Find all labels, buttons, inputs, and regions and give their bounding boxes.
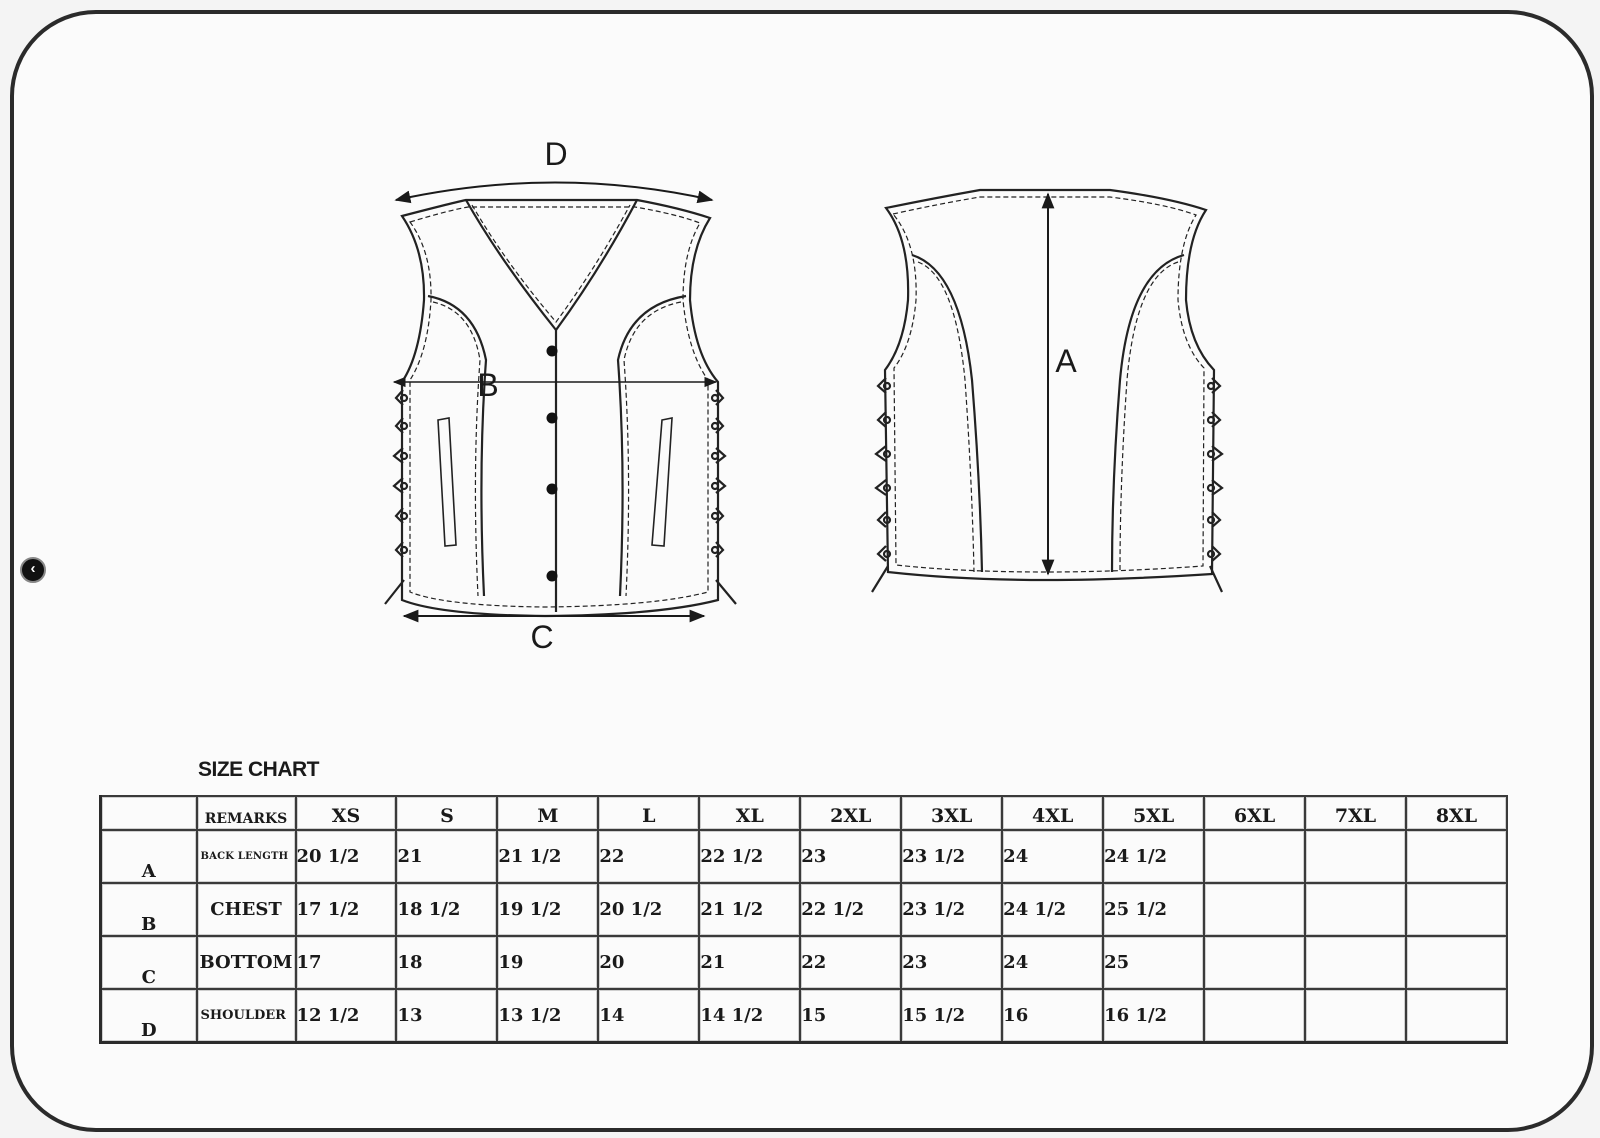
table-cell xyxy=(1305,936,1406,989)
table-cell: 16 1/2 xyxy=(1103,989,1204,1043)
table-cell: 21 1/2 xyxy=(699,883,800,936)
row-letter: B xyxy=(101,883,197,936)
table-cell: 19 1/2 xyxy=(497,883,598,936)
table-cell: 22 xyxy=(598,830,699,883)
table-cell xyxy=(1305,883,1406,936)
table-cell: 22 1/2 xyxy=(699,830,800,883)
size-chart-title: SIZE CHART xyxy=(198,758,319,781)
table-cell: 23 xyxy=(800,830,901,883)
table-cell: 14 xyxy=(598,989,699,1043)
table-cell: 22 1/2 xyxy=(800,883,901,936)
table-cell xyxy=(1406,883,1507,936)
dimension-c-label: C xyxy=(530,619,554,655)
table-cell: 21 xyxy=(699,936,800,989)
table-cell xyxy=(1204,936,1305,989)
size-header: S xyxy=(396,796,497,830)
row-letter: C xyxy=(101,936,197,989)
table-cell: 18 1/2 xyxy=(396,883,497,936)
size-header: 5XL xyxy=(1103,796,1204,830)
table-cell: 22 xyxy=(800,936,901,989)
table-cell: 17 xyxy=(296,936,397,989)
size-header: L xyxy=(598,796,699,830)
table-cell: 24 xyxy=(1002,830,1103,883)
table-cell: 25 1/2 xyxy=(1103,883,1204,936)
row-letter: D xyxy=(101,989,197,1043)
size-header: XL xyxy=(699,796,800,830)
table-cell: 16 xyxy=(1002,989,1103,1043)
table-cell: 25 xyxy=(1103,936,1204,989)
table-cell: 20 1/2 xyxy=(598,883,699,936)
dimension-d-arrow xyxy=(396,183,712,201)
row-remark: BOTTOM xyxy=(197,936,296,989)
size-header-row xyxy=(101,796,1508,830)
table-cell: 19 xyxy=(497,936,598,989)
table-cell xyxy=(1204,989,1305,1043)
table-cell: 24 1/2 xyxy=(1002,883,1103,936)
table-row xyxy=(101,830,1508,883)
table-cell: 14 1/2 xyxy=(699,989,800,1043)
vest-front-drawing xyxy=(385,200,736,616)
size-header: 8XL xyxy=(1406,796,1507,830)
table-cell xyxy=(1204,830,1305,883)
dimension-b-label: B xyxy=(477,367,499,403)
table-cell xyxy=(1305,830,1406,883)
row-remark: BACK LENGTH xyxy=(197,830,296,883)
size-header: 4XL xyxy=(1002,796,1103,830)
table-cell xyxy=(1204,883,1305,936)
table-cell xyxy=(1406,936,1507,989)
table-cell: 21 xyxy=(396,830,497,883)
dimension-d-label: D xyxy=(544,136,568,172)
table-cell: 24 1/2 xyxy=(1103,830,1204,883)
table-cell xyxy=(1406,830,1507,883)
table-cell: 21 1/2 xyxy=(497,830,598,883)
table-cell: 24 xyxy=(1002,936,1103,989)
size-header: 7XL xyxy=(1305,796,1406,830)
table-row xyxy=(101,989,1508,1043)
size-header: 6XL xyxy=(1204,796,1305,830)
table-cell: 13 1/2 xyxy=(497,989,598,1043)
row-remark: SHOULDER xyxy=(197,989,296,1043)
table-cell: 15 1/2 xyxy=(901,989,1002,1043)
size-header: M xyxy=(497,796,598,830)
table-cell xyxy=(1406,989,1507,1043)
size-header: 2XL xyxy=(800,796,901,830)
remarks-header: REMARKS xyxy=(197,796,296,830)
table-cell: 23 1/2 xyxy=(901,830,1002,883)
table-cell xyxy=(1305,989,1406,1043)
size-chart-table xyxy=(99,795,1508,1044)
dimension-a-label: A xyxy=(1055,343,1077,379)
table-cell: 23 1/2 xyxy=(901,883,1002,936)
corner-cell xyxy=(101,796,197,830)
table-row xyxy=(101,883,1508,936)
table-cell: 18 xyxy=(396,936,497,989)
row-letter: A xyxy=(101,830,197,883)
table-cell: 12 1/2 xyxy=(296,989,397,1043)
size-header: 3XL xyxy=(901,796,1002,830)
chevron-left-icon: ‹ xyxy=(30,560,36,577)
table-cell: 20 xyxy=(598,936,699,989)
table-row xyxy=(101,936,1508,989)
table-cell: 17 1/2 xyxy=(296,883,397,936)
table-cell: 13 xyxy=(396,989,497,1043)
size-header: XS xyxy=(296,796,397,830)
table-cell: 23 xyxy=(901,936,1002,989)
row-remark: CHEST xyxy=(197,883,296,936)
table-cell: 20 1/2 xyxy=(296,830,397,883)
table-cell: 15 xyxy=(800,989,901,1043)
